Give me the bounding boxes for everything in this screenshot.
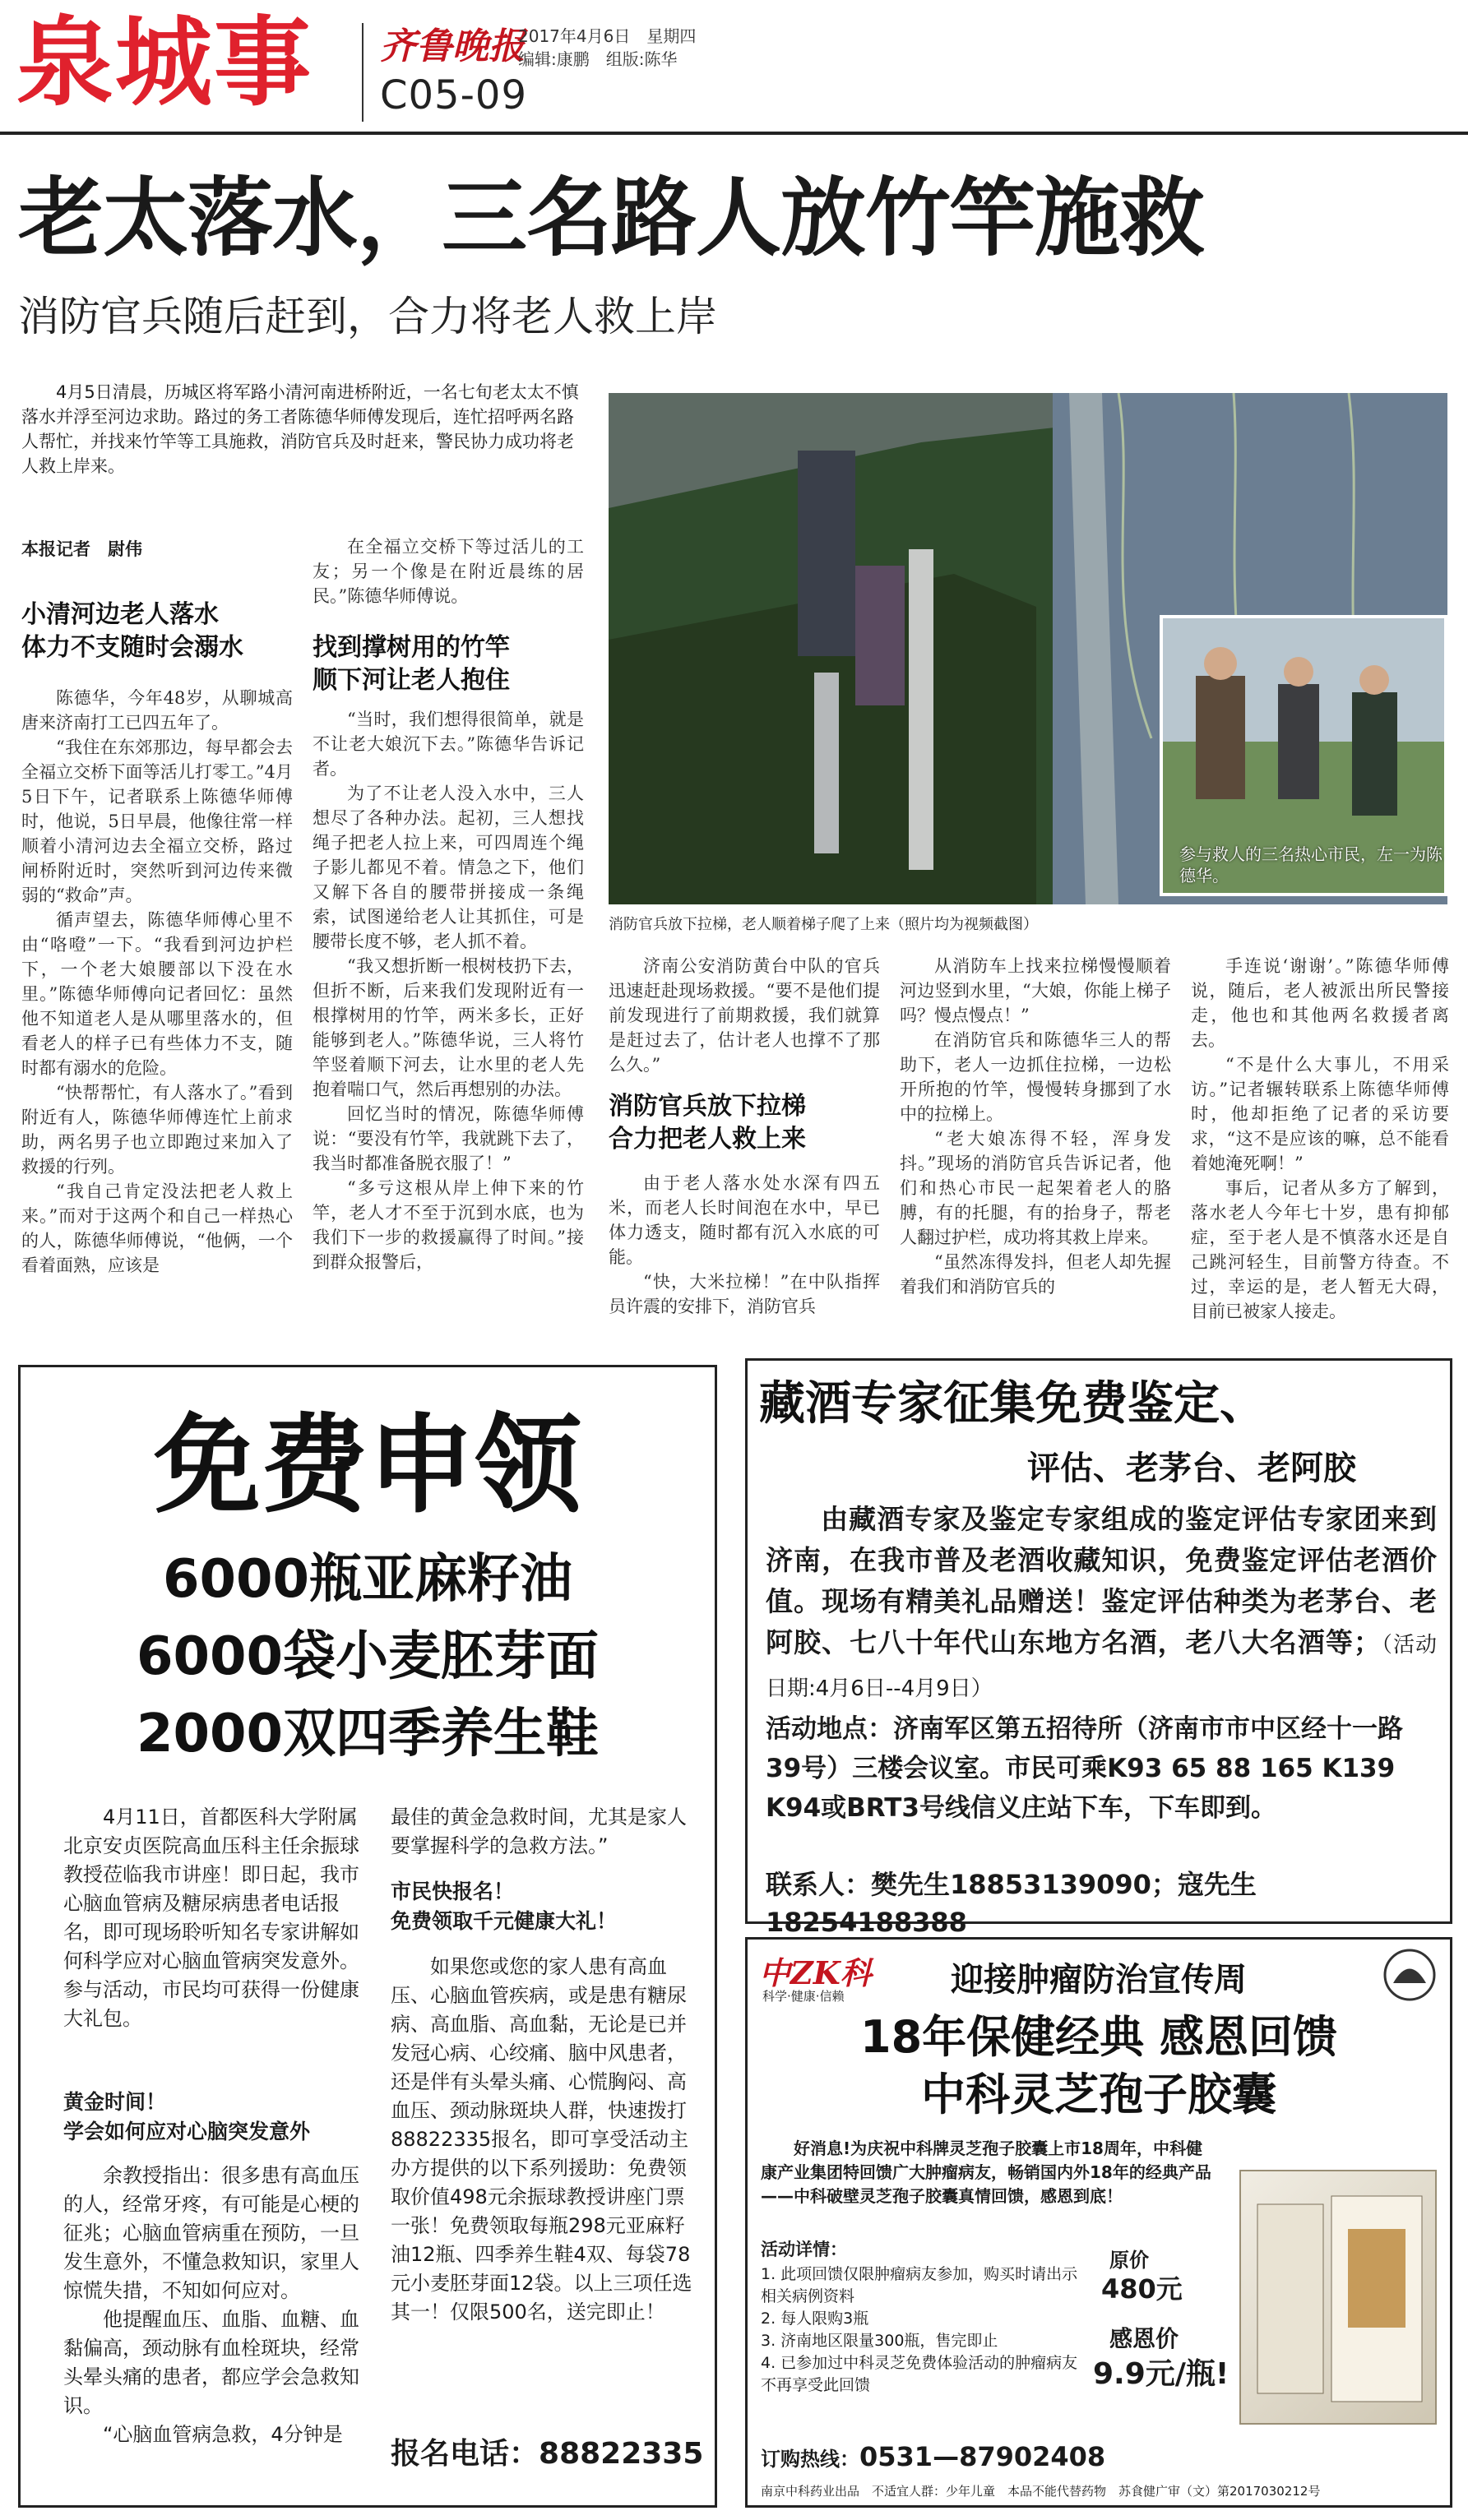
ad-subheading: 学会如何应对心脑突发意外 (63, 2120, 311, 2143)
paragraph: “我住在东郊那边，每早都会去全福立交桥下面等活儿打零工。”4月5日下午，记者联系上陈德华师傅时，他说，5日早晨，他像往常一样顺着小清河边去全福立交桥，路过闸桥附近时，突然听到河边传来微弱的“救命”声。 (21, 738, 293, 905)
paragraph: “快帮帮忙，有人落水了。”看到附近有人，陈德华师傅连忙上前求助，两名男子也立即跑过来加入了救援的行列。 (21, 1083, 293, 1177)
ad-title-secondary: 评估、老茅台、老阿胶 (1027, 1450, 1356, 1487)
ad-brand-tagline: 科学·健康·信赖 (762, 1989, 845, 2004)
ad-detail-item: 2. 每人限购3瓶 (761, 2310, 869, 2328)
paragraph: “不是什么大事儿，不用采访。”记者辗转联系上陈德华师傅时，他却拒绝了记者的采访要求，“这不是应该的嘛，总不能看着她淹死啊！” (1191, 1055, 1449, 1173)
ad-offer-line: 6000袋小麦胚芽面 (136, 1626, 600, 1687)
ad-hotline-label: 订购热线： (761, 2448, 859, 2471)
article-headline: 老太落水，三名路人放竹竿施救 (18, 168, 1205, 268)
ad-detail-item: 3. 济南地区限量300瓶，售完即止 (761, 2332, 998, 2350)
ad-paragraph: “心脑血管病急救，4分钟是 (103, 2423, 343, 2446)
section-heading-line: 找到撑树用的竹竿 (313, 633, 510, 662)
ad-hotline (761, 2441, 1105, 2472)
ad-paragraph: 最佳的黄金急救时间，尤其是家人要掌握科学的急救方法。” (391, 1806, 687, 1857)
ad-description: 由藏酒专家及鉴定专家组成的鉴定评估专家团来到济南，在我市普及老酒收藏知识，免费鉴定评估老酒价值。现场有精美礼品赠送！鉴定评估种类为老茅台、老阿胶、七八十年代山东地方名酒，老八大名酒等； (766, 1503, 1437, 1658)
masthead-divider (362, 23, 364, 122)
ad-phone-label: 报名电话： (391, 2437, 540, 2471)
ad-headline: 中科灵芝孢子胶囊 (921, 2069, 1276, 2120)
ad-subheading: 黄金时间！ (63, 2090, 167, 2114)
paragraph: 在消防官兵和陈德华三人的帮助下，老人一边抓住拉梯，一边松开所抱的竹竿，慢慢转身挪到了水中的拉梯上。 (900, 1030, 1171, 1124)
page-code: C05-09 (380, 72, 527, 118)
paragraph: “我自己肯定没法把老人救上来。”而对于这两个和自己一样热心的人，陈德华师傅说，“他俩，一个看着面熟，应该是 (21, 1181, 293, 1275)
paragraph: 为了不让老人没入水中，三人想尽了各种办法。起初，三人想找绳子把老人拉上来，可四周连个绳子影儿都见不着。情急之下，他们又解下各自的腰带拼接成一条绳索，试图递给老人让其抓住，可是腰带长度不够，老人抓不着。 (313, 784, 584, 951)
ad-thanks-price: 9.9元/瓶! (1093, 2357, 1230, 2391)
paragraph: 循声望去，陈德华师傅心里不由“咯噔”一下。“我看到河边护栏下，一个老大娘腰部以下没在水里。”陈德华师傅向记者回忆：虽然他不知道老人是从哪里落水的，但看老人的样子已有些体力不支，随时都有溺水的危险。 (21, 910, 293, 1078)
paragraph: “老大娘冻得不轻，浑身发抖。”现场的消防官兵告诉记者，他们和热心市民一起架着老人的胳膊，有的托腿，有的抬身子，帮老人翻过护栏，成功将其救上岸来。 (900, 1129, 1171, 1247)
paragraph: “多亏这根从岸上伸下来的竹竿，老人才不至于沉到水底，也为我们下一步的救援赢得了时间。”接到群众报警后， (313, 1178, 584, 1272)
section-heading-line: 小清河边老人落水 (21, 600, 219, 629)
ad-headline: 18年保健经典 感恩回馈 (860, 2011, 1337, 2063)
paragraph: “我又想折断一根树枝扔下去，但折不断，后来我们发现附近有一根撑树用的竹竿，两米多长，正好能够到老人。”陈德华说，三人将竹竿竖着顺下河去，让水里的老人先抱着喘口气，然后再想别的办法。 (313, 956, 584, 1099)
ad-brand-logo: 中ZK科 (759, 1954, 872, 1991)
ad-price: 480元 (1101, 2273, 1183, 2305)
article-column-2-top (313, 534, 584, 633)
issue-date: 2017年4月6日 星期四 (518, 26, 697, 46)
ad-title: 免费申领 (153, 1403, 581, 1528)
masthead-rule (0, 132, 1468, 135)
article-subheadline: 消防官兵随后赶到，合力将老人救上岸 (18, 293, 717, 340)
ad-detail-item: 1. 此项回馈仅限肿瘤病友参加，购买时请出示相关病例资料 (761, 2265, 1078, 2305)
paragraph: 回忆当时的情况，陈德华师傅说：“要没有竹竿，我就跳下去了，我当时都准备脱衣服了！” (313, 1104, 584, 1173)
product-box-image (1239, 2170, 1437, 2425)
ad-details-list (761, 2263, 1090, 2397)
paragraph: 济南公安消防黄台中队的官兵迅速赶赴现场救援。“要不是他们提前发现进行了前期救援，我们就算是赶过去了，估计老人也撑不了那么久。” (609, 956, 880, 1075)
ad-week-title: 迎接肿瘤防治宣传周 (951, 1961, 1247, 1999)
ad-subheading: 免费领取千元健康大礼！ (391, 1909, 618, 1933)
ad-detail-item: 4. 已参加过中科灵芝免费体验活动的肿瘤病友不再享受此回馈 (761, 2354, 1078, 2394)
article-column-4 (900, 954, 1171, 1342)
article-column-3-top (609, 954, 880, 1077)
ad-title: 藏酒专家征集免费鉴定、 (759, 1377, 1266, 1431)
ad-thanks-label: 感恩价 (1109, 2325, 1179, 2352)
article-column-2 (313, 707, 584, 1342)
ad-liquor-appraisal (745, 1358, 1452, 1938)
paragraph: 在全福立交桥下等过活儿的工友；另一个像是在附近晨练的居民。”陈德华师傅说。 (313, 537, 584, 606)
ad-dates: （活动日期:4月6日--4月9日） (766, 1633, 1437, 1701)
section-heading-line: 合力把老人救上来 (609, 1125, 806, 1154)
photo-caption: 消防官兵放下拉梯，老人顺着梯子爬了上来（照片均为视频截图） (609, 916, 1038, 933)
ad-column-a (63, 2162, 368, 2490)
ad-free-application (18, 1365, 717, 2508)
section-heading-3 (609, 1090, 880, 1156)
newspaper-logo: 齐鲁晚报 (380, 25, 525, 67)
issue-staff: 编辑:康鹏 组版:陈华 (518, 49, 678, 69)
ad-lingzhi-capsule (745, 1937, 1452, 2508)
section-heading-1 (21, 599, 293, 664)
ad-paragraph: 4月11日，首都医科大学附属北京安贞医院高血压科主任余振球教授莅临我市讲座！即日起，我市心脑血管病及糖尿病患者电话报名，即可现场聆听知名专家讲解如何科学应对心脑血管病突发意外。参与活动，市民均可获得一份健康大礼包。 (63, 1806, 359, 2030)
ad-subheading: 市民快报名！ (391, 1880, 515, 1903)
paragraph: 陈德华，今年48岁，从聊城高唐来济南打工已四五年了。 (21, 688, 293, 733)
paragraph: “虽然冻得发抖，但老人却先握着我们和消防官兵的 (900, 1252, 1171, 1297)
paragraph: 事后，记者从多方了解到，落水老人今年七十岁，患有抑郁症，至于老人是不慎落水还是自己跳河轻生，目前警方待查。不过，幸运的是，老人暂无大碍，目前已被家人接走。 (1191, 1178, 1449, 1321)
ad-phone (391, 2436, 703, 2472)
ad-details-label: 活动详情： (761, 2240, 847, 2259)
article-column-5 (1191, 954, 1449, 1342)
paragraph: 由于老人落水处水深有四五米，而老人长时间泡在水中，早已体力透支，随时都有沉入水底的可能。 (609, 1173, 880, 1267)
ad-phone-number: 88822335 (539, 2437, 704, 2471)
ad-footer: 南京中科药业出品 不适宜人群：少年儿童 本品不能代替药物 苏食健广审（文）第2017030212号 (761, 2484, 1321, 2499)
ad-paragraph: 余教授指出：很多患有高血压的人，经常牙疼，有可能是心梗的征兆；心脑血管病重在预防，一旦发生意外，不懂急救知识，家里人惊慌失措，不知如何应对。 (63, 2164, 359, 2302)
paragraph: 从消防车上找来拉梯慢慢顺着河边竖到水里，“大娘，你能上梯子吗？慢点慢点！” (900, 956, 1171, 1025)
section-title: 泉城事 (16, 6, 313, 119)
paragraph: “当时，我们想得很简单，就是不让老大娘沉下去。”陈德华告诉记者。 (313, 710, 584, 779)
article-lead: 4月5日清晨，历城区将军路小清河南进桥附近，一名七旬老太太不慎落水并浮至河边求助。路过的务工者陈德华师傅发现后，连忙招呼两名路人帮忙，并找来竹竿等工具施救，消防官兵及时赶来，警民协力成功将老人救上岸来。 (21, 382, 579, 476)
ad-intro: 好消息!为庆祝中科牌灵芝孢子胶囊上市18周年，中科健康产业集团特回馈广大肿瘤病友，畅销国内外18年的经典产品——中科破壁灵芝孢子胶囊真情回馈，感恩到底！ (761, 2139, 1211, 2206)
paragraph: “快，大米拉梯！”在中队指挥员许震的安排下，消防官兵 (609, 1272, 880, 1316)
section-heading-line: 顺下河让老人抱住 (313, 666, 510, 695)
inset-photo-caption: 参与救人的三名热心市民，左一为陈德华。 (1179, 844, 1443, 885)
ad-body (766, 1499, 1437, 1709)
ad-price-label: 原价 (1109, 2249, 1149, 2272)
ad-paragraph: 他提醒血压、血脂、血糖、血黏偏高，颈动脉有血栓斑块，经常头晕头痛的患者，都应学会急救知识。 (63, 2308, 359, 2417)
ad-offer-line: 2000双四季养生鞋 (136, 1704, 600, 1764)
ad-address: 活动地点：济南军区第五招待所（济南市市中区经十一路39号）三楼会议室。市民可乘K93 65 88 165 K139 K94或BRT3号线信义庄站下车，下车即到。 (766, 1714, 1403, 1823)
section-heading-2 (313, 631, 584, 697)
ad-hotline-number: 0531—87902408 (859, 2441, 1106, 2472)
paragraph: 手连说‘谢谢’。”陈德华师傅说，随后，老人被派出所民警接走，他也和其他两名救援者离去。 (1191, 956, 1449, 1050)
ad-paragraph: 如果您或您的家人患有高血压、心脑血管疾病，或是患有糖尿病、高血脂、高血黏，无论是已并发冠心病、心绞痛、脑中风患者，还是伴有头晕头痛、心慌胸闷、高血压、颈动脉斑块人群，快速拨打88822335报名，即可享受活动主办方提供的以下系列援助：免费领取价值498元余振球教授讲座门票一张！免费领取每瓶298元亚麻籽油12瓶、四季养生鞋4双、每袋78元小麦胚芽面12袋。以上三项任选其一！仅限500名，送完即止！ (391, 1955, 692, 2323)
article-byline: 本报记者 尉伟 (21, 539, 142, 559)
article-column-1 (21, 686, 293, 1342)
section-heading-line: 消防官兵放下拉梯 (609, 1092, 806, 1121)
ad-offer-line: 6000瓶亚麻籽油 (162, 1549, 573, 1610)
article-column-3 (609, 1171, 880, 1342)
section-heading-line: 体力不支随时会溺水 (21, 633, 243, 662)
ad-contact: 联系人：樊先生18853139090；寇先生 18254188388 (766, 1869, 1257, 1938)
